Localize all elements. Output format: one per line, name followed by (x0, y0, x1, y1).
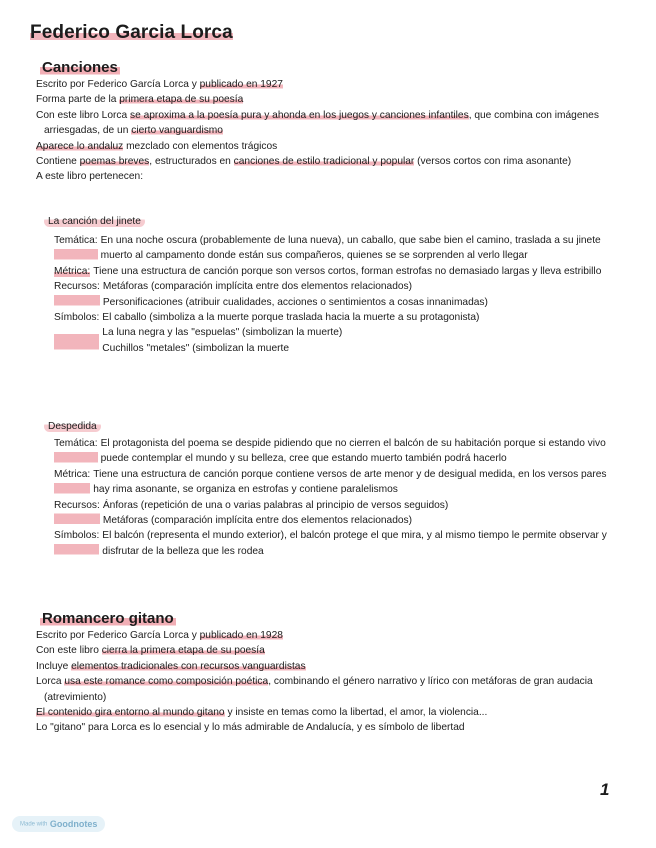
highlighted-text: publicado en 1927 (199, 79, 283, 90)
note-text: Con este libro (36, 645, 102, 657)
canciones-notes (36, 77, 628, 185)
note-text: Escrito por Federico García Lorca y (36, 79, 200, 90)
entry-text (102, 528, 614, 559)
entry-line: Metáforas (comparación implícita entre dos elementos relacionados) (102, 281, 413, 293)
entry-text (101, 436, 614, 467)
note-text: (versos cortos con rima asonante) (414, 156, 572, 168)
entry-line: Personificaciones (atribuir cualidades, acciones o sentimientos a cosas innanimadas) (102, 296, 488, 308)
note-text: Con este libro Lorca (36, 109, 131, 121)
section-title-romancero-text: Romancero gitano (42, 610, 174, 627)
note-text: Contiene (36, 156, 80, 168)
highlighted-text: poemas breves (79, 156, 150, 168)
entry-label: Temática: (54, 233, 98, 264)
entry-line: El caballo (simboliza a la muerte porque traslada hacia la muerte a su protagonista) (102, 312, 480, 324)
romancero-notes (36, 628, 628, 736)
entry-label: Métrica: (54, 467, 90, 498)
note-line (36, 720, 628, 735)
highlighted-text: cierto vanguardismo (131, 125, 223, 137)
poem-entry (54, 233, 614, 264)
entry-label: Temática: (54, 436, 98, 467)
entry-line: Tiene una estructura de canción porque contiene versos de arte menor y de desigual medida, en los versos pares hay rima asonante, se organiza en estrofas y contiene paralelismos (93, 468, 607, 496)
section-title-canciones-text: Canciones (42, 59, 118, 76)
poem-entry (54, 467, 614, 498)
entry-text (93, 467, 614, 498)
highlighted-text: El contenido gira entorno al mundo gitano (36, 707, 225, 719)
entry-text (102, 310, 614, 356)
note-line (36, 659, 628, 674)
entry-label: Métrica: (54, 264, 90, 279)
note-text: Forma parte de la (36, 94, 120, 106)
poem-despedida-notes (54, 436, 614, 559)
note-text: Escrito por Federico García Lorca y (36, 630, 200, 641)
note-line (36, 92, 628, 107)
note-line (36, 705, 628, 720)
note-line (36, 108, 628, 139)
page-title-text: Federico Garcia Lorca (30, 22, 233, 43)
section-title-canciones (40, 59, 120, 76)
highlighted-text: primera etapa de su poesía (119, 94, 244, 106)
entry-text (101, 233, 614, 264)
poem-entry (54, 264, 614, 279)
highlighted-text: se aproxima a la poesía pura y ahonda en los juegos y canciones infantiles (130, 109, 469, 121)
note-line (36, 169, 628, 184)
note-text: Lo "gitano" para Lorca es lo esencial y lo más admirable de Andalucía, y es símbolo de libertad (36, 722, 465, 734)
note-text: , combinando el género narrativo y lírico con metáforas de gran audacia (atrevimiento) (44, 676, 593, 703)
entry-line: Tiene una estructura de canción porque son versos cortos, forman estrofas no demasiado largas y lleva estribillo (93, 265, 602, 277)
note-line (36, 643, 628, 658)
goodnotes-badge[interactable] (12, 816, 105, 832)
note-text: Lorca (36, 676, 65, 688)
badge-brand: Goodnotes (49, 819, 98, 829)
note-text: A este libro pertenecen: (36, 171, 144, 183)
entry-label: Recursos: (54, 279, 100, 310)
poem-entry (54, 279, 614, 310)
highlighted-text: publicado en 1928 (199, 630, 283, 641)
entry-line: Metáforas (comparación implícita entre dos elementos relacionados) (102, 515, 413, 527)
note-line (36, 674, 628, 705)
highlighted-text: Aparece lo andaluz (36, 140, 124, 152)
poem-entry (54, 528, 614, 559)
page-number: 1 (600, 780, 610, 799)
entry-line: Ánforas (repetición de una o varias palabras al principio de versos seguidos) (102, 499, 449, 511)
note-text: , estructurados en (149, 156, 234, 168)
highlighted-text: cierra la primera etapa de su poesía (101, 645, 265, 657)
poem-title-jinete-text: La canción del jinete (44, 216, 145, 227)
entry-label: Símbolos: (54, 528, 99, 559)
highlighted-text: elementos tradicionales con recursos vanguardistas (71, 660, 306, 672)
entry-text (93, 264, 614, 279)
note-text: y insiste en temas como la libertad, el amor, la violencia... (224, 707, 488, 719)
poem-title-despedida-text: Despedida (44, 421, 101, 432)
note-text: , que combina con imágenes arriesgadas, de un (44, 109, 599, 137)
poem-entry (54, 498, 614, 529)
entry-text (103, 279, 614, 310)
poem-title-despedida (44, 421, 101, 432)
badge-prefix: Made with (20, 821, 48, 828)
poem-title-jinete (44, 216, 145, 227)
highlighted-text: canciones de estilo tradicional y popular (233, 156, 415, 168)
poem-entry (54, 436, 614, 467)
poem-entry (54, 310, 614, 356)
entry-line: La luna negra y las "espuelas" (simbolizan la muerte) (102, 327, 343, 339)
note-line (36, 154, 628, 169)
note-line (36, 628, 628, 643)
highlighted-text: usa este romance como composición poética (64, 676, 269, 688)
entry-line: El protagonista del poema se despide pidiendo que no cierren el balcón de su habitación porque si estando vivo puede contemplar el mundo y su belleza, cree que estando muerto también podrá hacerlo (100, 438, 606, 465)
note-line (36, 77, 628, 92)
page-title (30, 22, 233, 44)
entry-line: En una noche oscura (probablemente de luna nueva), un caballo, que sabe bien el camino, traslada a su jinete muerto al campamento donde están sus compañeros, quienes se se sorprenden al verlo llegar (100, 235, 601, 262)
entry-line: El balcón (representa el mundo exterior), el balcón protege el que mira, y al mismo tiempo le permite observar y disfrutar de la belleza que les rodea (102, 530, 607, 557)
entry-label: Recursos: (54, 498, 100, 529)
section-title-romancero (40, 610, 176, 627)
entry-label: Símbolos: (54, 310, 99, 356)
note-text: Incluye (36, 660, 72, 672)
entry-text (103, 498, 614, 529)
entry-line: Cuchillos "metales" (simbolizan la muerte (102, 342, 290, 354)
note-text: mezclado con elementos trágicos (123, 140, 278, 152)
poem-jinete-notes (54, 233, 614, 356)
note-line (36, 139, 628, 154)
